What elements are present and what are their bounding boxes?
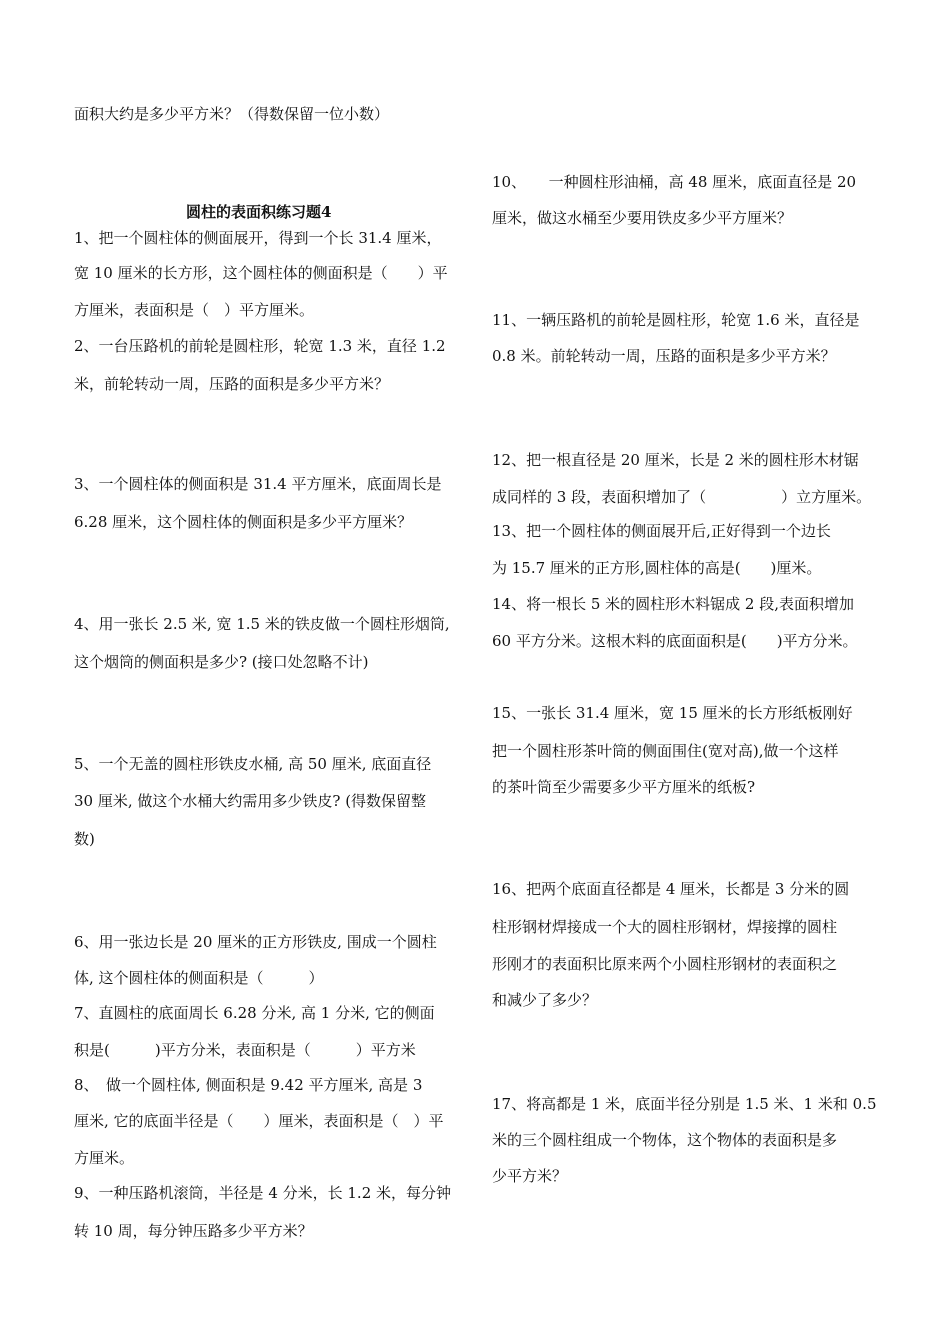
question-line-r10a: 10、 一种圆柱形油桶，高 48 厘米，底面直径是 20 — [492, 173, 857, 191]
question-line-r12b: 成同样的 3 段，表面积增加了（ ）立方厘米。 — [492, 488, 872, 506]
question-line-l5b: 30 厘米, 做这个水桶大约需用多少铁皮? (得数保留整 — [74, 792, 427, 810]
question-line-r14a: 14、将一根长 5 米的圆柱形木料锯成 2 段,表面积增加 — [492, 595, 855, 613]
question-line-r16d: 和减少了多少？ — [492, 991, 598, 1009]
question-line-r13b: 为 15.7 厘米的正方形,圆柱体的高是( )厘米。 — [492, 559, 822, 577]
question-line-l1a: 1、把一个圆柱体的侧面展开，得到一个长 31.4 厘米， — [74, 229, 442, 247]
question-line-l7a: 7、直圆柱的底面周长 6.28 分米, 高 1 分米, 它的侧面 — [74, 1004, 435, 1022]
question-line-l2a: 2、一台压路机的前轮是圆柱形，轮宽 1.3 米，直径 1.2 — [74, 337, 446, 355]
question-line-l8b: 厘米, 它的底面半径是（ ）厘米，表面积是（ ）平 — [74, 1112, 444, 1130]
question-line-r15a: 15、一张长 31.4 厘米，宽 15 厘米的长方形纸板刚好 — [492, 704, 853, 722]
question-line-l8a: 8、 做一个圆柱体, 侧面积是 9.42 平方厘米, 高是 3 — [74, 1076, 423, 1094]
question-line-r16a: 16、把两个底面直径都是 4 厘米，长都是 3 分米的圆 — [492, 880, 850, 898]
question-line-r15b: 把一个圆柱形茶叶筒的侧面围住(宽对高),做一个这样 — [492, 742, 839, 760]
question-line-l5c: 数) — [74, 830, 95, 848]
question-line-r15c: 的茶叶筒至少需要多少平方厘米的纸板? — [492, 778, 756, 796]
question-line-l4a: 4、用一张长 2.5 米, 宽 1.5 米的铁皮做一个圆柱形烟筒, — [74, 615, 450, 633]
page-title: 圆柱的表面积练习题4 — [186, 203, 332, 221]
question-line-l9b: 转 10 周，每分钟压路多少平方米？ — [74, 1222, 313, 1240]
question-line-l2b: 米，前轮转动一周，压路的面积是多少平方米？ — [74, 375, 390, 393]
question-line-l1c: 方厘米，表面积是（ ）平方厘米。 — [74, 301, 315, 319]
question-line-r10b: 厘米，做这水桶至少要用铁皮多少平方厘米？ — [492, 209, 793, 227]
question-line-l1b: 宽 10 厘米的长方形，这个圆柱体的侧面积是（ ）平 — [74, 264, 448, 282]
question-line-l3b: 6.28 厘米，这个圆柱体的侧面积是多少平方厘米？ — [74, 513, 413, 531]
question-line-l9a: 9、一种压路机滚筒，半径是 4 分米，长 1.2 米，每分钟 — [74, 1184, 452, 1202]
question-line-l7b: 积是( )平方分米，表面积是（ ）平方米 — [74, 1041, 416, 1059]
question-line-l8c: 方厘米。 — [74, 1149, 135, 1167]
question-line-r11a: 11、一辆压路机的前轮是圆柱形，轮宽 1.6 米，直径是 — [492, 311, 860, 329]
question-line-r11b: 0.8 米。前轮转动一周，压路的面积是多少平方米？ — [492, 347, 836, 365]
question-line-r13a: 13、把一个圆柱体的侧面展开后,正好得到一个边长 — [492, 522, 831, 540]
question-line-l4b: 这个烟筒的侧面积是多少? (接口处忽略不计) — [74, 653, 369, 671]
question-line-r12a: 12、把一根直径是 20 厘米，长是 2 米的圆柱形木材锯 — [492, 451, 859, 469]
question-line-r16b: 柱形钢材焊接成一个大的圆柱形钢材，焊接撑的圆柱 — [492, 918, 838, 936]
question-line-r17c: 少平方米？ — [492, 1167, 568, 1185]
question-line-l5a: 5、一个无盖的圆柱形铁皮水桶, 高 50 厘米, 底面直径 — [74, 755, 432, 773]
question-line-r14b: 60 平方分米。这根木料的底面面积是( )平方分米。 — [492, 632, 858, 650]
question-line-l6b: 体, 这个圆柱体的侧面积是（ ） — [74, 969, 324, 987]
question-line-l6a: 6、用一张边长是 20 厘米的正方形铁皮, 围成一个圆柱 — [74, 933, 437, 951]
question-line-r17b: 米的三个圆柱组成一个物体，这个物体的表面积是多 — [492, 1131, 838, 1149]
top-line-text: 面积大约是多少平方米？（得数保留一位小数） — [74, 105, 390, 123]
question-line-l3a: 3、一个圆柱体的侧面积是 31.4 平方厘米，底面周长是 — [74, 475, 442, 493]
question-line-r16c: 形刚才的表面积比原来两个小圆柱形钢材的表面积之 — [492, 955, 838, 973]
question-line-r17a: 17、将高都是 1 米，底面半径分别是 1.5 米、1 米和 0.5 — [492, 1095, 877, 1113]
